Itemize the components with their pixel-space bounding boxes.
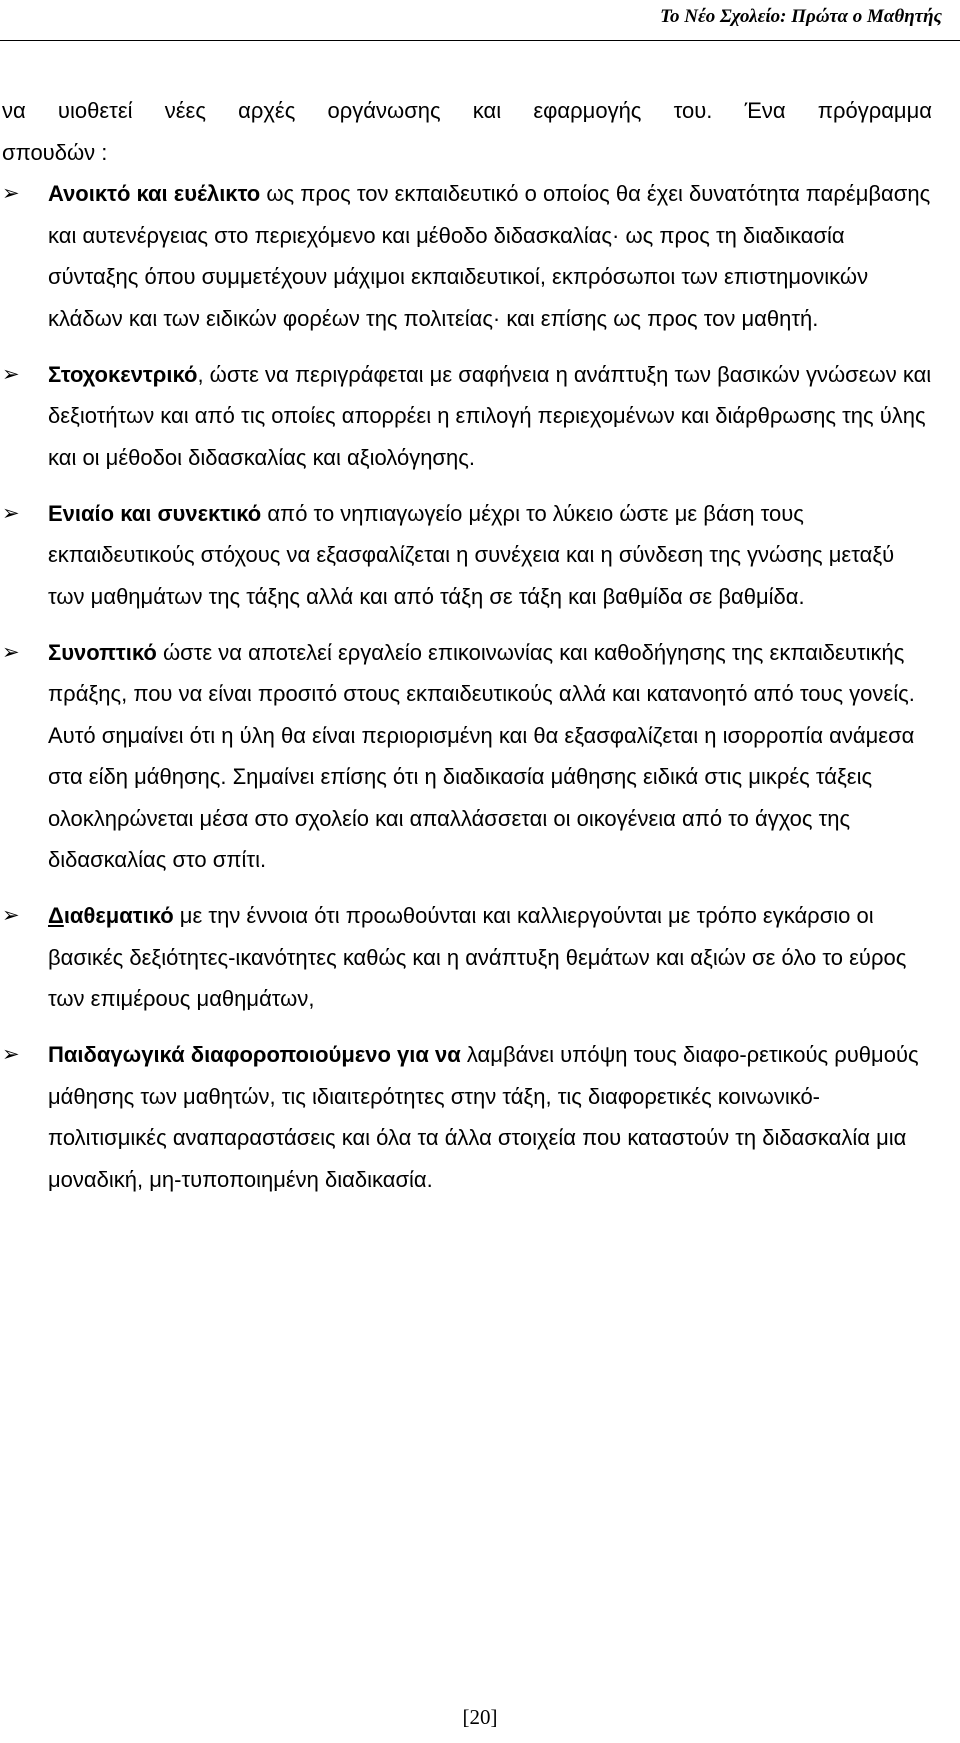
list-item [0, 1034, 932, 1200]
body-text [0, 90, 932, 1200]
intro-line-1: να υιοθετεί νέες αρχές οργάνωσης και εφαρμογής του. Ένα πρόγραμμα [2, 98, 932, 123]
item-text: με την έννοια ότι προωθούνται και καλλιεργούνται με τρόπο εγκάρσιο οι βασικές δεξιότητες-ικανότητες καθώς και η ανάπτυξη θεμάτων και αξιών σε όλο το εύρος των επιμέρους μαθημάτων, [48, 903, 907, 1011]
item-term-initial: Δ [48, 903, 64, 928]
item-text: λαμβάνει υπόψη τους διαφο-ρετικούς ρυθμούς μάθησης των μαθητών, τις ιδιαιτερότητες στην τάξη, τις διαφορετικές κοινωνικό-πολιτισμικές αναπαραστάσεις και όλα τα άλλα στοιχεία που καταστούν τη διδασκαλία μια μοναδική, μη-τυποποιημένη διαδικασία. [48, 1042, 919, 1192]
running-header: Το Νέο Σχολείο: Πρώτα ο Μαθητής [660, 6, 942, 27]
intro-paragraph [0, 90, 932, 173]
item-text: ώστε να αποτελεί εργαλείο επικοινωνίας και καθοδήγησης της εκπαιδευτικής πράξης, που να είναι προσιτό στους εκπαιδευτικούς αλλά και κατανοητό από τους γονείς. Αυτό σημαίνει ότι η ύλη θα είναι περιορισμένη και θα εξασφαλίζεται η ισορροπία ανάμεσα στα είδη μάθησης. Σημαίνει επίσης ότι η διαδικασία μάθησης ειδικά στις μικρές τάξεις ολοκληρώνεται μέσα στο σχολείο και απαλλάσσεται οι οικογένεια από το άγχος της διδασκαλίας στο σπίτι. [48, 639, 915, 872]
intro-line-2: σπουδών : [2, 139, 108, 165]
item-term: ιαθεματικό [63, 903, 174, 928]
list-item [0, 354, 932, 479]
item-term: Ενιαίο και συνεκτικό [48, 500, 262, 526]
arrow-bullet-icon: ➢ [2, 361, 20, 386]
arrow-bullet-icon: ➢ [2, 1042, 20, 1066]
item-term: Στοχοκεντρικό [48, 361, 198, 387]
list-item [0, 493, 932, 618]
item-text: από το νηπιαγωγείο μέχρι το λύκειο ώστε με βάση τους εκπαιδευτικούς στόχους να εξασφαλίζεται η συνέχεια και η σύνδεση της γνώσης μεταξύ των μαθημάτων της τάξης αλλά και από τάξη σε τάξη και βαθμίδα σε βαθμίδα. [48, 500, 895, 609]
list-item [0, 632, 932, 881]
arrow-bullet-icon: ➢ [2, 500, 20, 525]
item-term: Παιδαγωγικά διαφοροποιούμενο για να [48, 1042, 461, 1067]
item-text: ως προς τον εκπαιδευτικό ο οποίος θα έχει δυνατότητα παρέμβασης και αυτενέργειας στο περιεχόμενο και μέθοδο διδασκαλίας· ως προς τη διαδικασία σύνταξης όπου συμμετέχουν μάχιμοι εκπαιδευτικοί, εκπρόσωποι των επιστημονικών κλάδων και των ειδικών φορέων της πολιτείας· και επίσης ως προς τον μαθητή. [48, 181, 931, 331]
arrow-bullet-icon: ➢ [2, 639, 20, 664]
list-item [0, 895, 932, 1020]
page-number: [20] [462, 1705, 498, 1729]
arrow-bullet-icon: ➢ [2, 181, 20, 205]
arrow-bullet-icon: ➢ [2, 903, 20, 927]
item-term: Ανοικτό και ευέλικτο [48, 181, 261, 206]
item-term: Συνοπτικό [48, 639, 157, 665]
header-rule [0, 40, 960, 41]
item-text: , ώστε να περιγράφεται με σαφήνεια η ανάπτυξη των βασικών γνώσεων και δεξιοτήτων και από τις οποίες απορρέει η επιλογή περιεχομένων και διάρθρωσης της ύλης και οι μέθοδοι διδασκαλίας και αξιολόγησης. [48, 361, 932, 470]
list-item [0, 173, 932, 339]
